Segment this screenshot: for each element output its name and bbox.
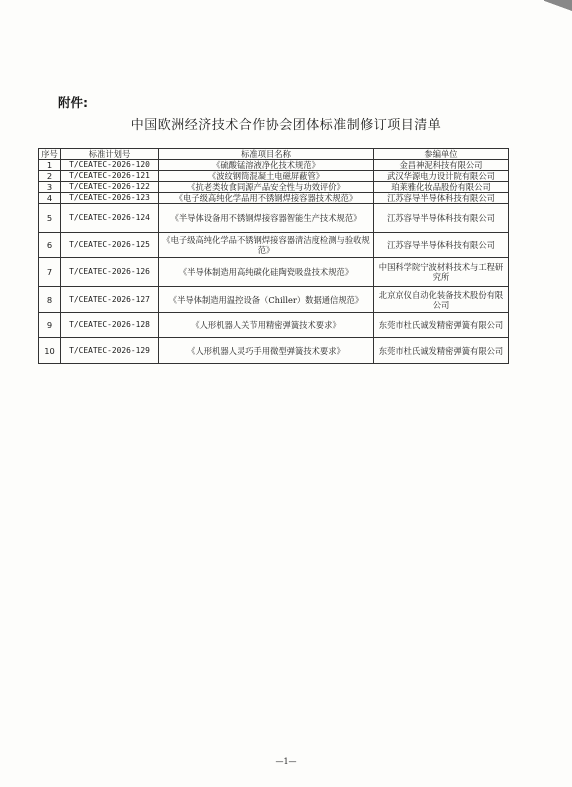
row-org: 东莞市杜氏诚发精密弹簧有限公司: [374, 313, 509, 338]
row-org: 金昌神泥科技有限公司: [374, 160, 509, 171]
row-name: 《硫酸锰溶液净化技术规范》: [159, 160, 374, 171]
row-org: 中国科学院宁波材料技术与工程研究所: [374, 258, 509, 287]
row-code: T/CEATEC-2026-125: [61, 233, 159, 258]
row-code: T/CEATEC-2026-129: [61, 338, 159, 364]
header-no: 序号: [39, 149, 61, 160]
table-row: [39, 160, 509, 171]
row-org: 江苏容导半导体科技有限公司: [374, 193, 509, 204]
table-row: [39, 171, 509, 182]
row-name: 《半导体设备用不锈钢焊接容器智能生产技术规范》: [159, 204, 374, 233]
row-code: T/CEATEC-2026-126: [61, 258, 159, 287]
row-org: 江苏容导半导体科技有限公司: [374, 233, 509, 258]
row-org: 北京京仪自动化装备技术股份有限公司: [374, 287, 509, 313]
table-row: [39, 313, 509, 338]
row-no: 3: [39, 182, 61, 193]
row-no: 2: [39, 171, 61, 182]
table-row: [39, 287, 509, 313]
row-name: 《人形机器人灵巧手用微型弹簧技术要求》: [159, 338, 374, 364]
row-no: 4: [39, 193, 61, 204]
header-name: 标准项目名称: [159, 149, 374, 160]
table-header-row: [39, 149, 509, 160]
table-row: [39, 182, 509, 193]
table-row: [39, 193, 509, 204]
header-code: 标准计划号: [61, 149, 159, 160]
row-code: T/CEATEC-2026-120: [61, 160, 159, 171]
table-row: [39, 233, 509, 258]
row-no: 1: [39, 160, 61, 171]
row-code: T/CEATEC-2026-128: [61, 313, 159, 338]
row-code: T/CEATEC-2026-121: [61, 171, 159, 182]
row-org: 珀莱雅化妆品股份有限公司: [374, 182, 509, 193]
row-no: 7: [39, 258, 61, 287]
row-org: 武汉华源电力设计院有限公司: [374, 171, 509, 182]
row-code: T/CEATEC-2026-127: [61, 287, 159, 313]
row-name: 《电子级高纯化学品用不锈钢焊接容器技术规范》: [159, 193, 374, 204]
document-title: 中国欧洲经济技术合作协会团体标准制修订项目清单: [130, 118, 442, 133]
row-name: 《半导体制造用高纯碳化硅陶瓷吸盘技术规范》: [159, 258, 374, 287]
table-row: [39, 204, 509, 233]
row-org: 江苏容导半导体科技有限公司: [374, 204, 509, 233]
table-row: [39, 258, 509, 287]
row-no: 9: [39, 313, 61, 338]
table-row: [39, 338, 509, 364]
row-name: 《抗老类妆食同源产品安全性与功效评价》: [159, 182, 374, 193]
attachment-label: 附件:: [58, 95, 88, 110]
standards-table: [38, 148, 509, 364]
row-code: T/CEATEC-2026-123: [61, 193, 159, 204]
row-no: 10: [39, 338, 61, 364]
row-no: 5: [39, 204, 61, 233]
row-code: T/CEATEC-2026-124: [61, 204, 159, 233]
header-org: 参编单位: [374, 149, 509, 160]
row-code: T/CEATEC-2026-122: [61, 182, 159, 193]
scan-corner-mark: [544, 0, 572, 14]
row-name: 《半导体制造用温控设备（Chiller）数据通信规范》: [159, 287, 374, 313]
page-number: —1—: [275, 757, 297, 766]
row-org: 东莞市杜氏诚发精密弹簧有限公司: [374, 338, 509, 364]
row-name: 《人形机器人关节用精密弹簧技术要求》: [159, 313, 374, 338]
row-name: 《电子级高纯化学品不锈钢焊接容器清洁度检测与验收规范》: [159, 233, 374, 258]
row-name: 《波纹钢筒混凝土电磁屏蔽管》: [159, 171, 374, 182]
row-no: 8: [39, 287, 61, 313]
row-no: 6: [39, 233, 61, 258]
